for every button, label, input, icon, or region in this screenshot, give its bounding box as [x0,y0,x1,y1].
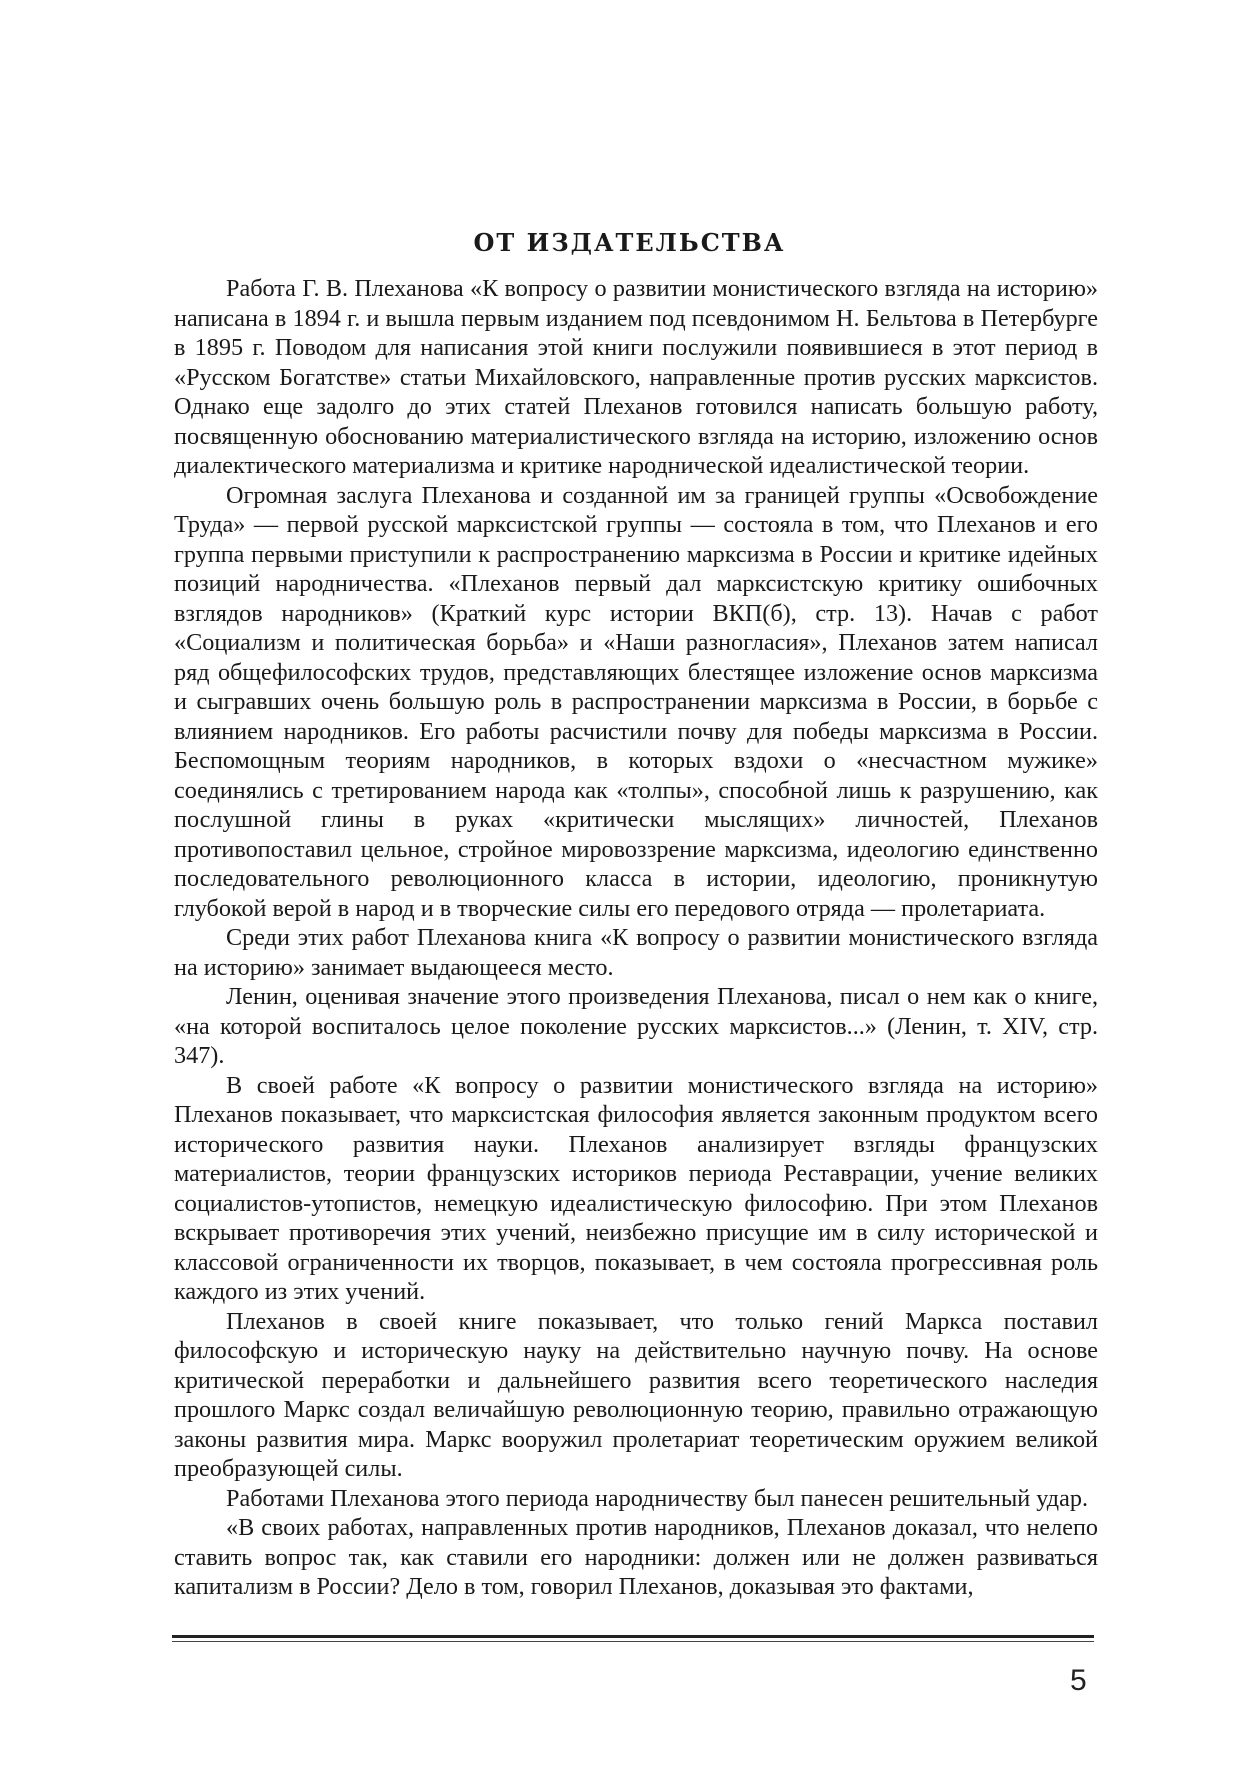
paragraph: Работа Г. В. Плеханова «К вопросу о развитии монистического взгляда на историю» написана в 1894 г. и вышла первым изданием под псевдонимом Н. Бельтова в Петербурге в 1895 г. Поводом для написания этой книги послужили появившиеся в этот период в «Русском Богатстве» статьи Михайловского, направленные против русских марксистов. Однако еще задолго до этих статей Плеханов готовился написать большую работу, посвященную обоснованию материалистического взгляда на историю, изложению основ диалектического материализма и критике народнической идеалистической теории. [174,275,1098,479]
page-number: 5 [1070,1664,1087,1697]
body-text [174,274,1098,1602]
paragraph: Ленин, оценивая значение этого произведения Плеханова, писал о нем как о книге, «на которой воспиталось целое поколение русских марксистов...» (Ленин, т. XIV, стр. 347). [174,983,1098,1069]
paragraph: Огромная заслуга Плеханова и созданной им за границей группы «Освобождение Труда» — первой русской марксистской группы — состояла в том, что Плеханов и его группа первыми приступили к распространению марксизма в России и критике идейных позиций народничества. «Плеханов первый дал марксистскую критику ошибочных взглядов народников» (Краткий курс истории ВКП(б), стр. 13). Начав с работ «Социализм и политическая борьба» и «Наши разногласия», Плеханов затем написал ряд общефилософских трудов, представляющих блестящее изложение основ марксизма и сыгравших очень большую роль в распространении марксизма в России, в борьбе с влиянием народников. Его работы расчистили почву для победы марксизма в России. Беспомощным теориям народников, в которых вздохи о «несчастном мужике» соединялись с третированием народа как «толпы», способной лишь к разрушению, как послушной глины в руках «критически мыслящих» личностей, Плеханов противопоставил цельное, стройное мировоззрение марксизма, идеологию единственно последовательного революционного класса в истории, идеологию, проникнутую глубокой верой в народ и в творческие силы его передового отряда — пролетариата. [174,481,1098,922]
footer-rule-thick [172,1635,1094,1638]
page-title: ОТ ИЗДАТЕЛЬСТВА [473,228,786,257]
footer-rule-thin [172,1641,1094,1642]
paragraph: В своей работе «К вопросу о развитии монистического взгляда на историю» Плеханов показывает, что марксистская философия является законным продуктом всего исторического развития науки. Плеханов анализирует взгляды французских материалистов, теории французских историков периода Реставрации, учение великих социалистов-утопистов, немецкую идеалистическую философию. При этом Плеханов вскрывает противоречия этих учений, неизбежно присущие им в силу исторической и классовой ограниченности их творцов, показывает, в чем состояла прогрессивная роль каждого из этих учений. [174,1071,1098,1305]
paragraph: Среди этих работ Плеханова книга «К вопросу о развитии монистического взгляда на историю» занимает выдающееся место. [174,924,1098,981]
paragraph: Плеханов в своей книге показывает, что только гений Маркса поставил философскую и историческую науку на действительно научную почву. На основе критической переработки и дальнейшего развития всего теоретического наследия прошлого Маркс создал величайшую революционную теорию, правильно отражающую законы развития мира. Маркс вооружил пролетариат теоретическим оружием великой преобразующей силы. [174,1307,1098,1482]
paragraph: «В своих работах, направленных против народников, Плеханов доказал, что нелепо ставить вопрос так, как ставили его народники: должен или не должен развиваться капитализм в России? Дело в том, говорил Плеханов, доказывая это фактами, [174,1514,1098,1600]
paragraph: Работами Плеханова этого периода народничеству был панесен решительный удар. [226,1484,1088,1512]
